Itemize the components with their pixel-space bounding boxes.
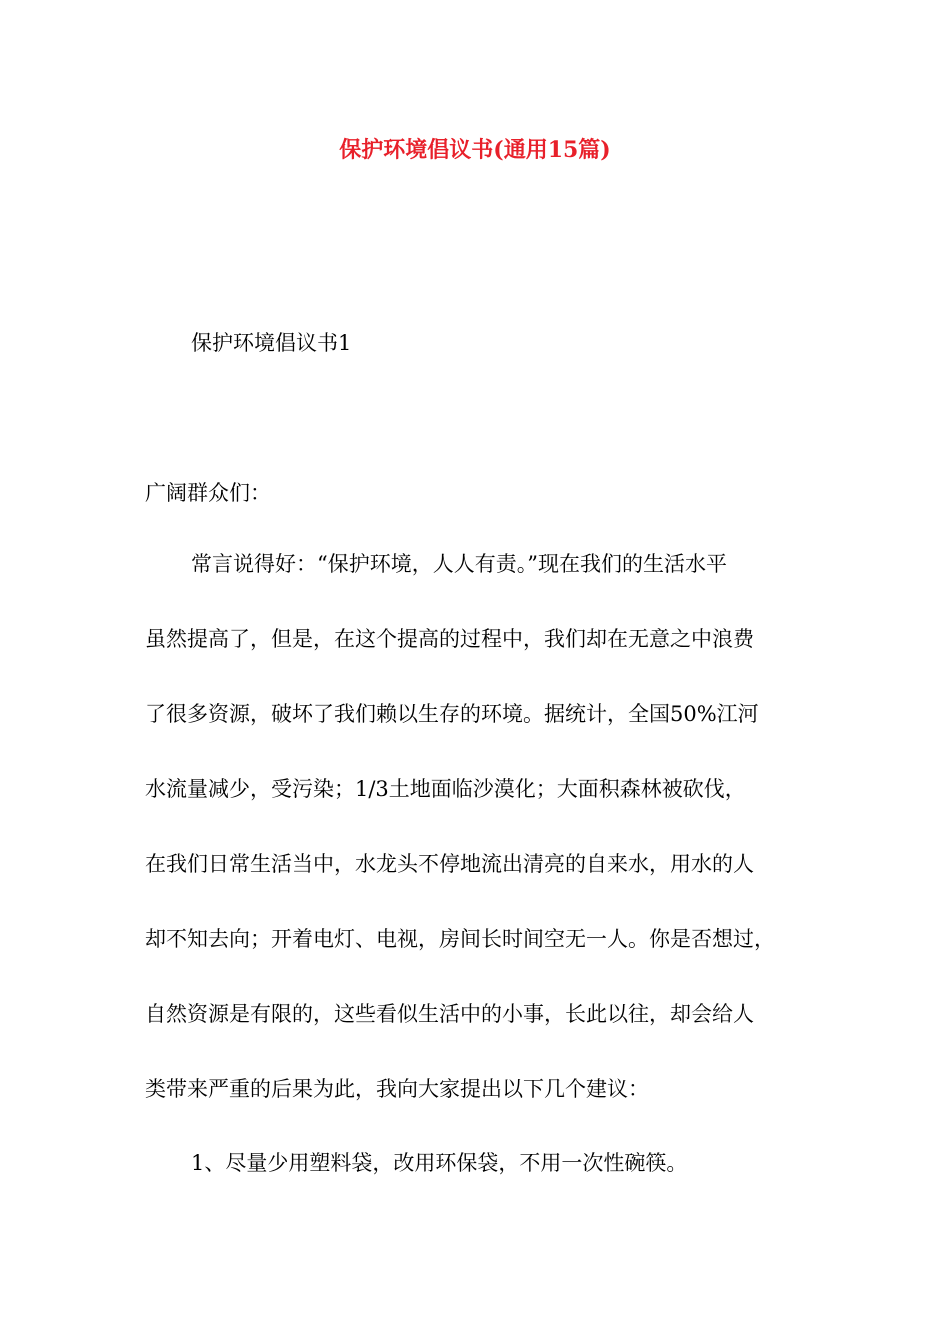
paragraph-line: 自然资源是有限的，这些看似生活中的小事，长此以往，却会给人 — [145, 1002, 754, 1026]
paragraph-line: 却不知去向；开着电灯、电视，房间长时间空无一人。你是否想过， — [145, 927, 775, 951]
salutation: 广阔群众们： — [145, 481, 271, 505]
suggestion-item: 1、尽量少用塑料袋，改用环保袋，不用一次性碗筷。 — [191, 1151, 688, 1175]
paragraph-line: 水流量减少，受污染；1/3土地面临沙漠化；大面积森林被砍伐， — [145, 777, 746, 801]
paragraph-line: 了很多资源，破坏了我们赖以生存的环境。据统计，全国50%江河 — [145, 702, 759, 726]
page-title: 保护环境倡议书(通用15篇) — [339, 137, 611, 163]
section-heading: 保护环境倡议书1 — [191, 331, 352, 355]
paragraph-line: 类带来严重的后果为此，我向大家提出以下几个建议： — [145, 1077, 649, 1101]
paragraph-line: 虽然提高了，但是，在这个提高的过程中，我们却在无意之中浪费 — [145, 627, 754, 651]
paragraph-line: 常言说得好：“保护环境，人人有责。”现在我们的生活水平 — [191, 552, 727, 576]
paragraph-line: 在我们日常生活当中，水龙头不停地流出清亮的自来水，用水的人 — [145, 852, 754, 876]
